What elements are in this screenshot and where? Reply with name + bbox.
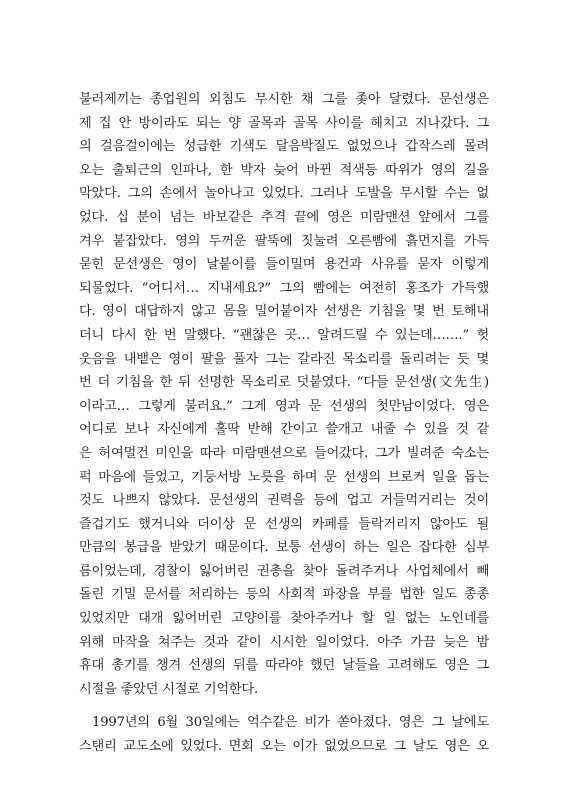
text-line: 다. 영이 대답하지 않고 몸을 밀어붙이자 선생은 기침을 몇 번 토해내 bbox=[79, 304, 489, 320]
text-line: 돌린 기밀 문서를 처리하는 등의 사회적 파장을 부를 법한 일도 종종 bbox=[79, 587, 489, 603]
text-line: 되물었다. “어디서… 지내세요?” 그의 빰에는 여전히 홍조가 가득했 bbox=[79, 280, 489, 296]
text-line: 묻힌 문선생은 영이 날붙이를 들이밀며 용건과 사유를 묻자 이렇게 bbox=[79, 257, 489, 273]
text-line: 것도 나쁘지 않았다. 문선생의 권력을 등에 업고 거들먹거리는 것이 bbox=[79, 493, 489, 509]
body-text bbox=[79, 88, 489, 759]
text-line: 웃음을 내뱉은 영이 팔을 풀자 그는 갈라진 목소리를 돌리려는 듯 몇 bbox=[79, 351, 489, 367]
text-line: 은 허여멀건 미인을 따라 미람맨션으로 들어갔다. 그가 빌려준 숙소는 bbox=[79, 445, 489, 461]
text-line: 이라고… 그렇게 불러요.” 그게 영과 문 선생의 첫만남이었다. 영은 bbox=[79, 398, 489, 414]
text-line: 1997년의 6월 30일에는 억수같은 비가 쏟아졌다. 영은 그 날에도 bbox=[92, 715, 489, 731]
text-line: 름이었는데, 경찰이 잃어버린 권총을 찾아 돌려주거나 사업체에서 빼 bbox=[79, 563, 489, 579]
text-line: 위해 마작을 쳐주는 것과 같이 시시한 일이었다. 아주 가끔 늦은 밤 bbox=[79, 634, 489, 650]
text-line: 번 더 기침을 한 뒤 선명한 목소리로 덧붙였다. “다들 문선생(文先生) bbox=[79, 375, 489, 391]
text-line: 더니 다시 한 번 말했다. “괜찮은 곳… 알려드릴 수 있는데…….” 헛 bbox=[79, 327, 489, 343]
text-line: 막았다. 그의 손에서 놀아나고 있었다. 그러나 도발을 무시할 수는 없 bbox=[79, 186, 489, 202]
text-line: 불러제끼는 종업원의 외침도 무시한 채 그를 좇아 달렸다. 문선생은 bbox=[79, 92, 489, 107]
text-line: 제 집 안 방이라도 되는 양 골목과 골목 사이를 헤치고 지나갔다. 그 bbox=[79, 115, 489, 131]
paragraph-gap bbox=[79, 701, 489, 711]
text-line: 퍽 마음에 들었고, 기둥서방 노릇을 하며 문 선생의 브로커 일을 돕는 bbox=[79, 469, 489, 485]
text-line: 있었지만 대개 잃어버린 고양이를 찾아주거나 할 일 없는 노인네를 bbox=[79, 611, 489, 627]
text-line: 즐겁기도 했거니와 더이상 문 선생의 카페를 들락거리지 않아도 될 bbox=[79, 516, 489, 532]
text-line: 겨우 붙잡았다. 영의 두꺼운 팔뚝에 짓눌려 오른빰에 흙먼지를 가득 bbox=[79, 233, 489, 249]
text-line: 의 걸음걸이에는 성급한 기색도 달음박질도 없었으나 갑작스레 몰려 bbox=[79, 139, 489, 155]
text-line: 었다. 십 분이 넘는 바보같은 추격 끝에 영은 미람맨션 앞에서 그를 bbox=[79, 209, 489, 225]
text-line: 휴대 총기를 챙겨 선생의 뒤를 따라야 했던 날들을 고려해도 영은 그 bbox=[79, 658, 489, 674]
text-line: 시절을 좋았던 시절로 기억한다. bbox=[79, 681, 258, 697]
text-line: 오는 출퇴근의 인파나, 한 박자 늦어 바뀐 적색등 따위가 영의 길을 bbox=[79, 162, 489, 178]
text-line: 만큼의 봉급을 받았기 때문이다. 보통 선생이 하는 일은 잡다한 심부 bbox=[79, 540, 489, 556]
text-line: 스탠리 교도소에 있었다. 면회 오는 이가 없었으므로 그 날도 영은 오 bbox=[79, 739, 489, 755]
text-line: 어디로 보나 자신에게 홀딱 반해 간이고 쓸개고 내줄 수 있을 것 같 bbox=[79, 422, 489, 438]
